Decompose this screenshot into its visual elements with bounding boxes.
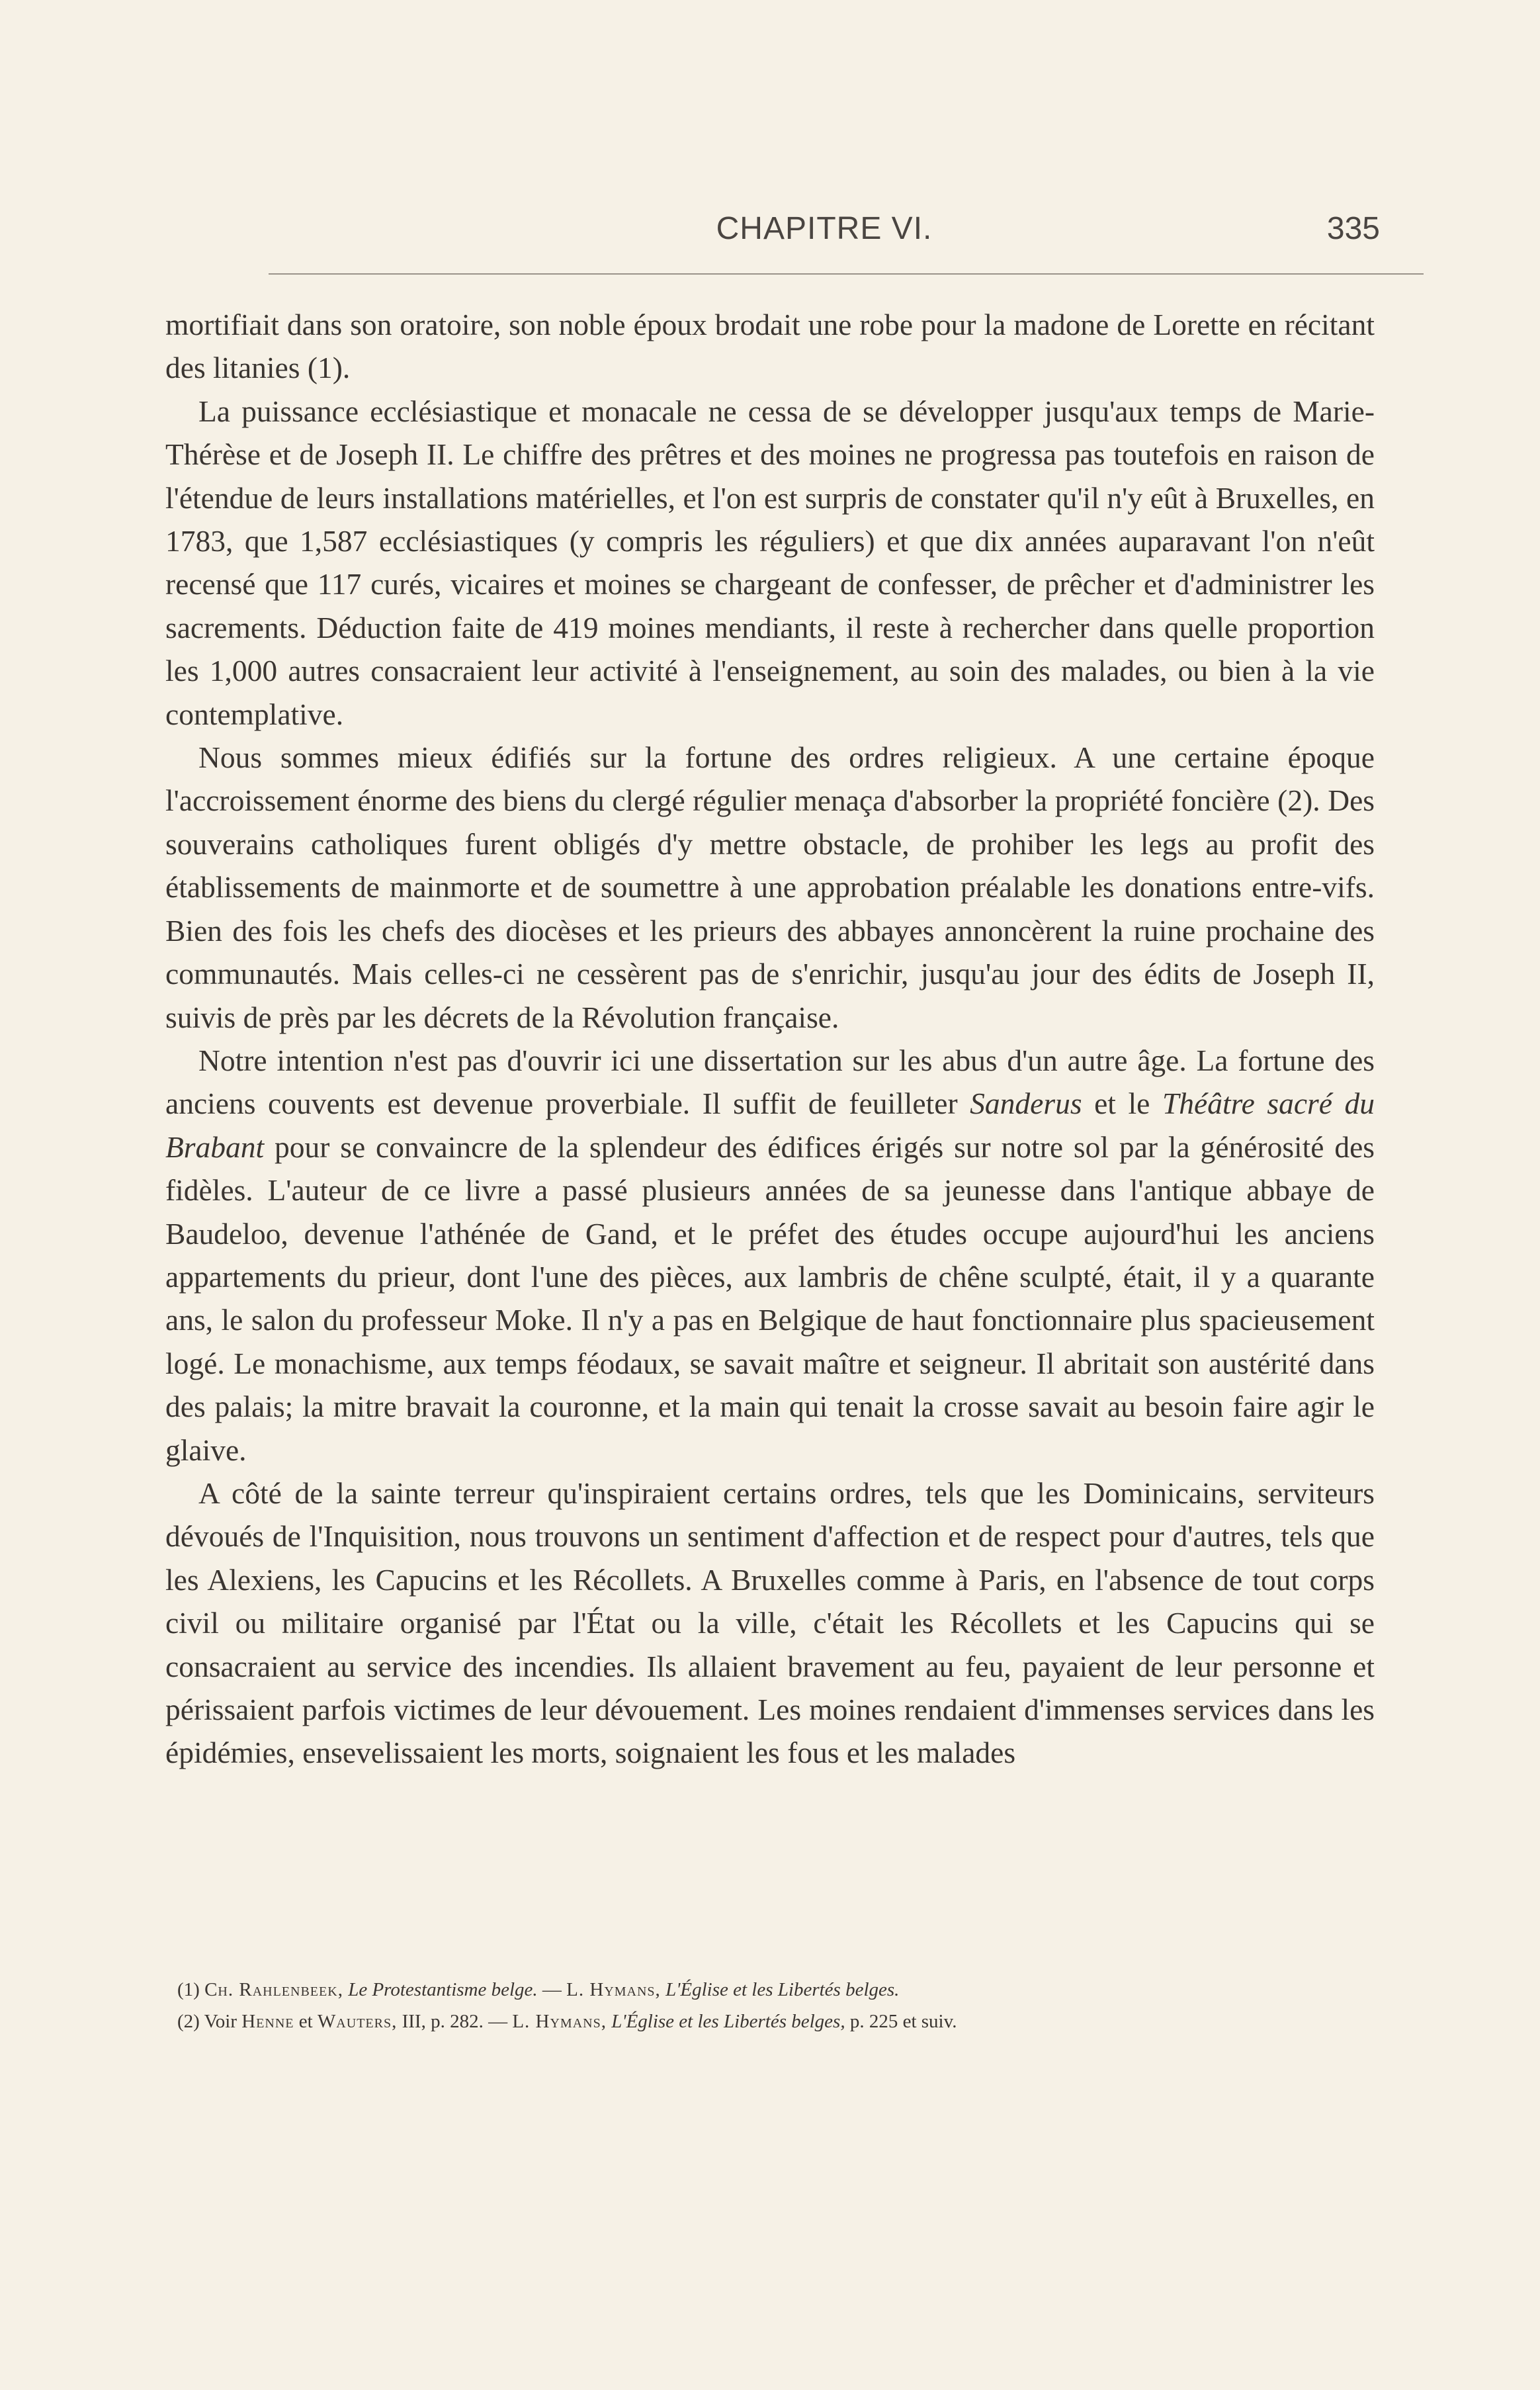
paragraph-5: A côté de la sainte terreur qu'inspiraient certains ordres, tels que les Dominicains, serviteurs dévoués de l'Inquisition, nous trouvons un sentiment d'affection et de respect pour d'autres, tels que les Alexiens, les Capucins et les Récollets. A Bruxelles comme à Paris, en l'absence de tout corps civil ou militaire organisé par l'État ou la ville, c'était les Récollets et les Capucins qui se consacraient au service des incendies. Ils allaient bravement au feu, payaient de leur personne et périssaient parfois victimes de leur dévouement. Les moines rendaient d'immenses services dans les épidémies, ensevelissaient les morts, soignaient les fous et les malades (165, 1476, 1375, 1770)
running-title: CHAPITRE VI. (716, 211, 933, 246)
footnote-2-separator: — (488, 2011, 508, 2032)
paragraph-3: Nous sommes mieux édifiés sur la fortune des ordres religieux. A une certaine époque l'accroissement énorme des biens du clergé régulier menaça d'absorber la propriété foncière (2). Des souverains catholiques furent obligés d'y mettre obstacle, de prohiber les legs au profit des établissements de mainmorte et de soumettre à une approbation préalable les donations entre-vifs. Bien des fois les chefs des diocèses et les prieurs des abbayes annoncèrent la ruine prochaine des communautés. Mais celles-ci ne cessèrent pas de s'enrichir, jusqu'au jour des édits de Joseph II, suivis de près par les décrets de la Révolution française. (165, 740, 1375, 1034)
page-header (269, 210, 1380, 263)
footnote-2-author: Henne (241, 2011, 294, 2032)
footnote-1-title-2: L'Église et les Libertés belges. (665, 1979, 900, 2000)
footnote-1-author-2: L. Hymans, (566, 1979, 661, 2000)
italic-title-theatre: Théâtre sacré du Brabant (165, 1086, 1375, 1164)
footnote-1-number: (1) (177, 1979, 200, 2000)
paragraph-2: La puissance ecclésiastique et monacale ne cessa de se développer jusqu'aux temps de Marie-Thérèse et de Joseph II. Le chiffre des prêtres et des moines ne progressa pas toutefois en raison de l'étendue de leurs installations matérielles, et l'on est surpris de constater qu'il n'y eût à Bruxelles, en 1783, que 1,587 ecclésiastiques (y compris les réguliers) et que dix années auparavant l'on n'eût recensé que 117 curés, vicaires et moines se chargeant de confesser, de prêcher et d'administrer les sacrements. Déduction faite de 419 moines mendiants, il reste à rechercher dans quelle proportion les 1,000 autres consacraient leur activité à l'enseignement, au soin des malades, ou bien à la vie contemplative. (165, 394, 1375, 731)
footnote-1-title: Le Protestantisme belge. (348, 1979, 538, 2000)
paragraph-4-text-c: pour se convaincre de la splendeur des édifices érigés sur notre sol par la générosité des fidèles. L'auteur de ce livre a passé plusieurs années de sa jeunesse dans l'antique abbaye de Baudeloo, devenue l'athénée de Gand, et le préfet des études occupe aujourd'hui les anciens appartements du prieur, dont l'une des pièces, aux lambris de chêne sculpté, était, il y a quarante ans, le salon du professeur Moke. Il n'y a pas en Belgique de haut fonctionnaire plus spacieusement logé. Le monachisme, aux temps féodaux, se savait maître et seigneur. Il abritait son austérité dans des palais; la mitre bravait la couronne, et la main qui tenait la crosse savait au besoin faire agir le glaive. (165, 1129, 1375, 1467)
footnote-2-reference: III, p. 282. (402, 2011, 484, 2032)
footnote-1-separator: — (542, 1979, 562, 2000)
footnote-2-author-2: Wauters, (317, 2011, 398, 2032)
paragraph-1: mortifiait dans son oratoire, son noble époux brodait une robe pour la madone de Lorette en récitant des litanies (1). (165, 308, 1375, 385)
main-text (165, 303, 1375, 1775)
footnote-2-title: L'Église et les Libertés belges, (611, 2011, 845, 2032)
footnote-2-number: (2) (177, 2011, 200, 2032)
footnote-2-prefix: Voir (204, 2011, 237, 2032)
paragraph-4 (165, 1039, 1375, 1472)
header-rule (269, 273, 1424, 275)
footnote-1 (177, 1976, 1381, 2004)
footnote-1-author: Ch. Rahlenbeek, (204, 1979, 343, 2000)
footnote-2-conjunction: et (298, 2011, 313, 2032)
page-number: 335 (1326, 211, 1380, 246)
footnote-2-reference-2: p. 225 et suiv. (849, 2011, 957, 2032)
footnote-2 (177, 2008, 1381, 2035)
italic-title-sanderus: Sanderus (970, 1086, 1082, 1121)
paragraph-4-text-b: et le (1094, 1086, 1150, 1121)
footnotes (177, 1976, 1381, 2039)
paragraph-4-text-a: Notre intention n'est pas d'ouvrir ici une dissertation sur les abus d'un autre âge. La fortune des anciens couvents est devenue proverbiale. Il suffit de feuilleter (165, 1043, 1375, 1121)
footnote-2-author-3: L. Hymans, (512, 2011, 607, 2032)
